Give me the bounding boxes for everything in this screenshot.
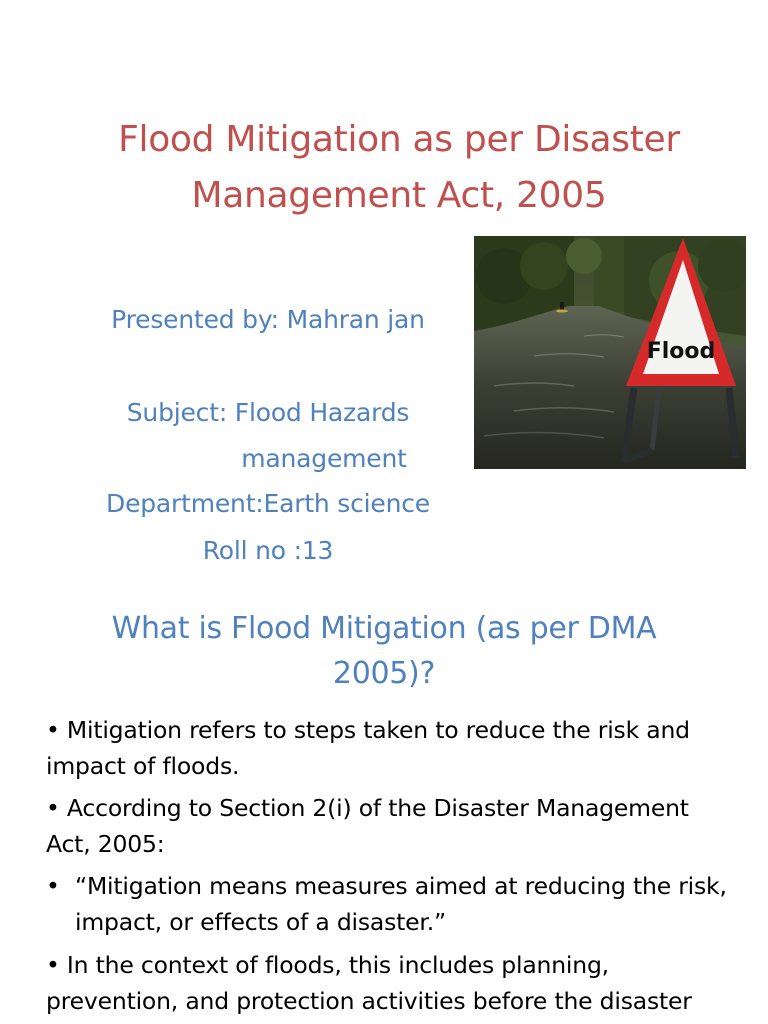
title-line-2: Management Act, 2005 (191, 175, 607, 216)
quote-list-item (46, 868, 736, 940)
paragraph-mitigation-definition: • Mitigation refers to steps taken to reduce the risk and impact of floods. (46, 716, 690, 780)
department: Department:Earth science (106, 489, 430, 518)
paragraph-section-reference: • According to Section 2(i) of the Disaster Management Act, 2005: (46, 794, 689, 858)
section-heading-line-2: 2005)? (332, 656, 436, 691)
section-heading-line-1: What is Flood Mitigation (as per DMA (111, 611, 657, 646)
sign-label: Flood (646, 339, 716, 364)
subject-line-2: management (241, 444, 407, 473)
presented-by: Presented by: Mahran jan (111, 305, 425, 334)
slide-title (40, 112, 758, 224)
bullet-icon: • (46, 872, 60, 900)
section-heading (40, 606, 728, 696)
flood-road-photo (474, 236, 746, 469)
roll-number: Roll no :13 (202, 536, 334, 565)
title-line-1: Flood Mitigation as per Disaster (118, 119, 680, 160)
act-quote: “Mitigation means measures aimed at reducing the risk, impact, or effects of a disaster.” (75, 872, 727, 936)
subject-line-1: Subject: Flood Hazards (126, 398, 410, 427)
paragraph-flood-context: • In the context of floods, this includes planning, prevention, and protection activities before the disaster (46, 951, 692, 1015)
